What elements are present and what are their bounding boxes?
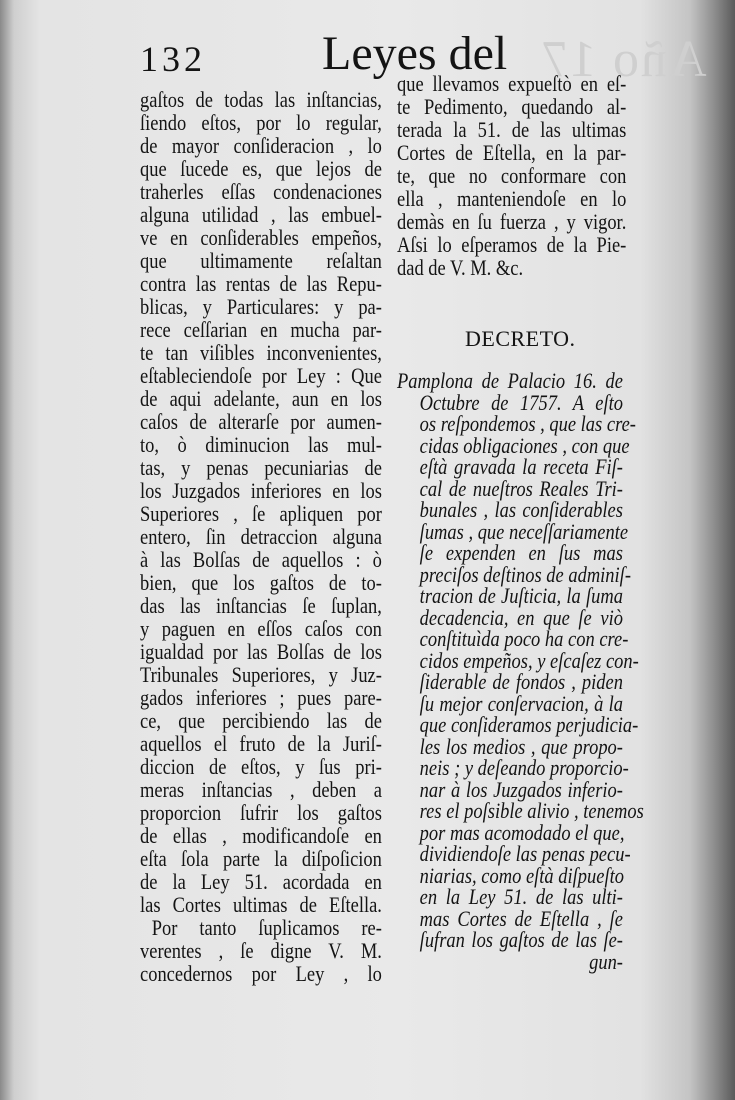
text-line: te tan viſibles inconvenientes, [140, 340, 382, 365]
text-line: demàs en ſu fuerza , y vigor. [397, 209, 627, 234]
text-line: ella , manteniendoſe en lo [397, 186, 627, 211]
text-line: que ſucede es, que lejos de [140, 156, 382, 181]
text-line: bunales , las conſiderables [419, 497, 623, 522]
text-line: cidos empeños, y eſcaſez con- [419, 647, 639, 673]
text-line: rece ceſſarian en mucha par- [140, 317, 382, 342]
text-line: nar à los Juzgados inferio- [419, 776, 623, 802]
text-line: Cortes de Eſtella, en la par- [397, 140, 627, 165]
text-line: gaſtos de todas las inſtancias, [140, 87, 382, 112]
text-line: à las Bolſas de aquellos : ò [140, 547, 382, 572]
text-line: ce, que percibiendo las de [140, 708, 382, 733]
text-line: Octubre de 1757. A eſto [419, 389, 623, 415]
text-line: ſe expenden en ſus mas [419, 540, 623, 565]
text-line: por mas acomodado el que, [419, 819, 625, 845]
running-title: Leyes del [322, 27, 508, 80]
text-line: tracion de Juſticia, la ſuma [419, 583, 623, 608]
text-line: conſtituìda poco ha con cre- [419, 626, 629, 651]
text-line: caſos de alterarſe por aumen- [140, 409, 382, 434]
text-line: de mayor conſideracion , lo [140, 133, 382, 158]
text-line: cal de nueſtros Reales Tri- [419, 475, 623, 501]
text-line: Pamplona de Palacio 16. de [397, 368, 623, 393]
text-line: dad de V. M. &c. [397, 255, 524, 280]
text-line: les los medios , que propo- [419, 733, 623, 759]
bleed-through-text: Año 17 [540, 31, 707, 88]
text-line: traherles eſſas condenaciones [140, 179, 382, 204]
text-line: to, ò diminucion las mul- [140, 432, 382, 457]
text-line: de aqui adelante, aun en los [140, 386, 382, 411]
text-line: preciſos deſtinos de adminiſ- [419, 561, 631, 587]
text-line: ſiendo eſtos, por lo regular, [140, 110, 382, 135]
text-line: mas Cortes de Eſtella , ſe [419, 905, 623, 931]
text-line: gun- [589, 948, 623, 974]
text-line: de ellas , modificandoſe en [140, 823, 382, 848]
text-line: niarias, como eſtà diſpueſto [419, 862, 624, 888]
text-line: que llevamos expueſtò en eſ- [397, 71, 627, 96]
text-line: en la Ley 51. de las ulti- [419, 884, 623, 909]
text-line: te, que no conformare con [397, 163, 627, 188]
text-line: ſu mejor conſervacion, à la [419, 690, 623, 716]
text-line: gados inferiores ; pues pare- [140, 685, 382, 710]
text-line: proporcion ſufrir los gaſtos [140, 800, 382, 825]
text-line: tas, y penas pecuniarias de [140, 455, 382, 480]
text-line: diccion de eſtos, y ſus pri- [140, 754, 382, 779]
text-line: los Juzgados inferiores en los [140, 478, 382, 503]
text-line: verentes , ſe digne V. M. [140, 938, 382, 963]
decree-heading: DECRETO. [465, 326, 576, 351]
text-line: entero, ſin detraccion alguna [140, 524, 382, 549]
text-line: neis ; y deſeando proporcio- [419, 755, 629, 780]
text-line: ſufran los gaſtos de las ſe- [419, 927, 623, 952]
text-line: aquellos el fruto de la Juriſ- [140, 731, 382, 756]
text-line: que ultimamente reſaltan [140, 248, 382, 273]
text-line: eſtableciendoſe por Ley : Que [140, 363, 382, 388]
text-line: meras inſtancias , deben a [140, 777, 382, 802]
text-line: de la Ley 51. acordada en [140, 869, 382, 894]
text-line: eſta ſola parte la diſpoſicion [140, 846, 382, 871]
text-line: alguna utilidad , las embuel- [140, 202, 382, 227]
text-line: blicas, y Particulares: y pa- [140, 294, 382, 319]
text-line: res el poſsible alivio , tenemos [419, 798, 644, 823]
text-line: dividiendoſe las penas pecu- [419, 841, 631, 866]
text-line: cidas obligaciones , con que [419, 432, 630, 458]
text-line: Aſsi lo eſperamos de la Pie- [397, 232, 627, 257]
text-line: igualdad por las Bolſas de los [140, 639, 382, 664]
text-line: te Pedimento, quedando al- [397, 94, 627, 119]
text-line: Tribunales Superiores, y Juz- [140, 662, 382, 687]
text-line: eſtà gravada la receta Fiſ- [419, 454, 623, 479]
text-line: bien, que los gaſtos de to- [140, 570, 382, 595]
text-line: contra las rentas de las Repu- [140, 271, 382, 296]
text-line: os reſpondemos , que las cre- [419, 411, 636, 436]
text-line: ſumas , que neceſſariamente [419, 518, 629, 544]
text-line: y paguen en eſſos caſos con [140, 616, 382, 641]
page-number: 132 [140, 39, 206, 79]
text-line: Superiores , ſe apliquen por [140, 501, 382, 526]
right-column [397, 72, 626, 279]
text-line: decadencia, en que ſe viò [419, 604, 623, 630]
text-line: las Cortes ultimas de Eſtella. [140, 892, 382, 917]
text-line: ſiderable de fondos , piden [419, 669, 623, 694]
text-line: terada la 51. de las ultimas [397, 117, 627, 142]
text-line: concedernos por Ley , lo [140, 961, 382, 986]
text-line: que conſideramos perjudicia- [419, 712, 639, 737]
left-column [140, 88, 382, 985]
text-line: Por tanto ſuplicamos re- [151, 915, 382, 940]
text-line: das las inſtancias ſe ſuplan, [140, 593, 382, 618]
decree-text [397, 368, 644, 974]
text-line: ve en conſiderables empeños, [140, 225, 382, 250]
